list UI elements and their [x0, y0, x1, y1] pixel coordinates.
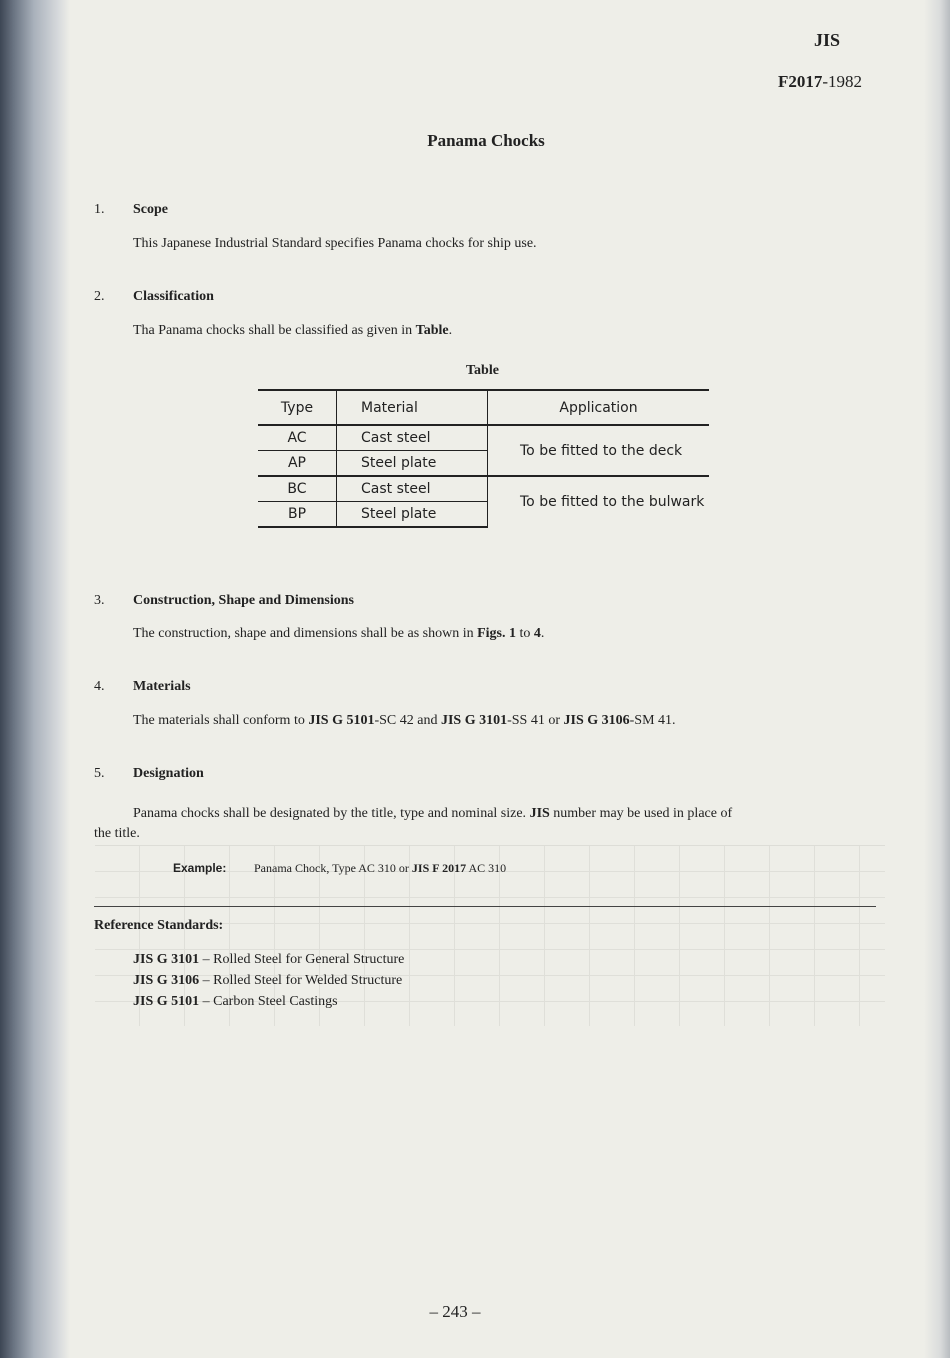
- header-jis: JIS: [814, 30, 841, 50]
- application-cell: To be fitted to the deck: [520, 442, 683, 459]
- reference-item: JIS G 5101 – Carbon Steel Castings: [133, 994, 338, 1009]
- reference-item: JIS G 3106 – Rolled Steel for Welded Structure: [133, 973, 403, 988]
- section-number: 2.: [94, 289, 105, 304]
- classification-table: [258, 389, 709, 528]
- section-text: Tha Panama chocks shall be classified as given in Table.: [133, 323, 453, 338]
- table-row: [258, 425, 709, 451]
- section-text: Panama chocks shall be designated by the title, type and nominal size. JIS number may be used in place of: [133, 806, 733, 821]
- section-heading: Designation: [133, 766, 204, 781]
- section-number: 3.: [94, 593, 105, 608]
- section-number: 5.: [94, 766, 105, 781]
- page-edge-shadow: [924, 0, 950, 1358]
- table-header-cell: Material: [337, 390, 488, 425]
- reference-item: JIS G 3101 – Rolled Steel for General Structure: [133, 952, 405, 967]
- material-cell: Cast steel: [337, 425, 488, 451]
- reference-heading: Reference Standards:: [94, 918, 224, 933]
- material-cell: Steel plate: [337, 502, 488, 528]
- section-heading: Construction, Shape and Dimensions: [133, 593, 354, 608]
- type-cell: BP: [258, 502, 337, 528]
- section-text: The materials shall conform to JIS G 5101-SC 42 and JIS G 3101-SS 41 or JIS G 3106-SM 41.: [133, 713, 676, 728]
- material-cell: Steel plate: [337, 451, 488, 477]
- example-label: Example:: [173, 861, 227, 875]
- section-number: 4.: [94, 679, 105, 694]
- type-cell: AC: [258, 425, 337, 451]
- divider: [94, 906, 876, 907]
- page-title: Panama Chocks: [427, 131, 545, 150]
- section-heading: Classification: [133, 289, 214, 304]
- application-cell: To be fitted to the bulwark: [488, 476, 710, 527]
- type-cell: AP: [258, 451, 337, 477]
- material-cell: Cast steel: [337, 476, 488, 502]
- section-number: 1.: [94, 202, 105, 217]
- example-text: Panama Chock, Type AC 310 or JIS F 2017 AC 310: [254, 861, 507, 875]
- book-gutter-shadow: [0, 0, 70, 1358]
- section-text: The construction, shape and dimensions shall be as shown in Figs. 1 to 4.: [133, 626, 545, 641]
- page-number: – 243 –: [429, 1302, 481, 1321]
- table-header-row: [258, 390, 709, 425]
- table-header-cell: Type: [258, 390, 337, 425]
- section-text: This Japanese Industrial Standard specifies Panama chocks for ship use.: [133, 236, 537, 251]
- section-heading: Scope: [133, 202, 168, 217]
- table-caption: Table: [466, 363, 499, 378]
- section-text-continued: the title.: [94, 826, 140, 841]
- type-cell: BC: [258, 476, 337, 502]
- header-standard-number: F2017-1982: [778, 72, 863, 91]
- table-row: [258, 476, 709, 502]
- table-header-cell: Application: [488, 390, 710, 425]
- section-heading: Materials: [133, 679, 191, 694]
